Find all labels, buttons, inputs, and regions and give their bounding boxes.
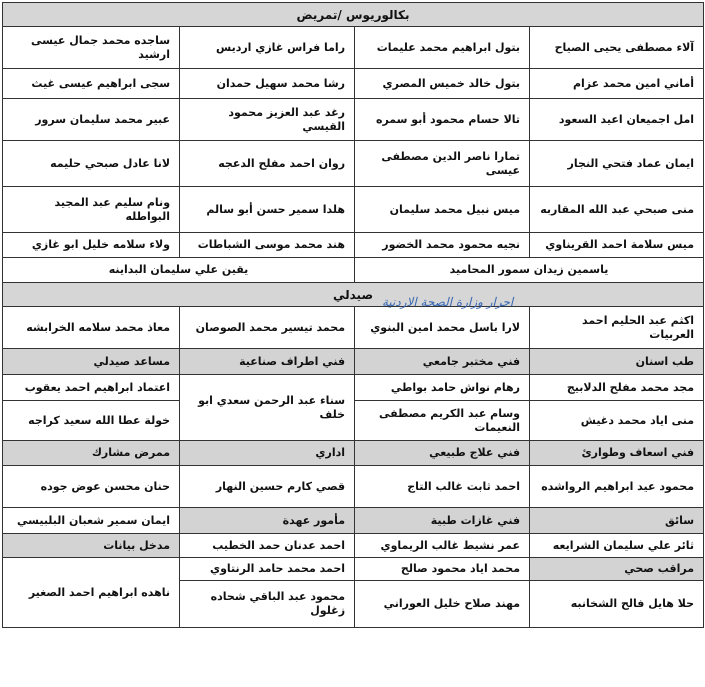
name-cell: خولة عطا الله سعيد كراجه bbox=[3, 401, 180, 441]
category-label: سائق bbox=[530, 508, 704, 534]
table-row bbox=[3, 99, 704, 141]
category-label: مأمور عهدة bbox=[180, 508, 355, 534]
section-header-pharmacist bbox=[3, 283, 704, 307]
category-header-row bbox=[3, 441, 704, 466]
name-cell: ولاء سلامه خليل ابو غازي bbox=[3, 233, 180, 258]
name-cell: ناهده ابراهيم احمد الصغير bbox=[3, 558, 180, 628]
name-cell: ميس سلامة احمد القريناوي bbox=[530, 233, 704, 258]
category-label: فني اسعاف وطوارئ bbox=[530, 441, 704, 466]
section-title: صيدلي bbox=[3, 283, 704, 307]
table-row bbox=[3, 27, 704, 69]
name-cell: احمد محمد حامد الرنتاوي bbox=[180, 558, 355, 581]
name-cell: اعتماد ابراهيم احمد يعقوب bbox=[3, 375, 180, 401]
name-cell: وسام عبد الكريم مصطفى النعيمات bbox=[355, 401, 530, 441]
name-cell: ايمان عماد فتحي النجار bbox=[530, 141, 704, 187]
name-cell: اكثم عبد الحليم احمد العربيات bbox=[530, 307, 704, 349]
name-cell: لارا باسل محمد امين البنوي bbox=[355, 307, 530, 349]
name-cell: ساجده محمد جمال عيسى ارشيد bbox=[3, 27, 180, 69]
name-cell: تالا حسام محمود أبو سمره bbox=[355, 99, 530, 141]
name-cell: راما فراس غازي ارديس bbox=[180, 27, 355, 69]
table-row bbox=[3, 307, 704, 349]
category-label: فني علاج طبيعي bbox=[355, 441, 530, 466]
name-cell: لانا عادل صبحي حليمه bbox=[3, 141, 180, 187]
name-cell: بتول ابراهيم محمد عليمات bbox=[355, 27, 530, 69]
name-cell: يقين علي سليمان البداينه bbox=[3, 258, 355, 283]
name-cell: عمر نشيط غالب الريماوي bbox=[355, 534, 530, 558]
name-cell: معاذ محمد سلامه الخرابشه bbox=[3, 307, 180, 349]
name-cell: سناء عبد الرحمن سعدي ابو خلف bbox=[180, 375, 355, 441]
name-cell: محمد تيسير محمد الصوصان bbox=[180, 307, 355, 349]
category-header-row bbox=[3, 508, 704, 534]
table-row bbox=[3, 187, 704, 233]
name-cell: ثائر علي سليمان الشرايعه bbox=[530, 534, 704, 558]
name-cell: منى اياد محمد دغيش bbox=[530, 401, 704, 441]
name-cell: أماني امين محمد عزام bbox=[530, 69, 704, 99]
name-cell: ميس نبيل محمد سليمان bbox=[355, 187, 530, 233]
name-cell: حنان محسن عوض جوده bbox=[3, 466, 180, 508]
name-cell: منى صبحي عبد الله المقاربه bbox=[530, 187, 704, 233]
name-cell: مهند صلاح خليل العوراني bbox=[355, 581, 530, 628]
category-label: ممرض مشارك bbox=[3, 441, 180, 466]
section-title: بكالوريوس /تمريض bbox=[3, 3, 704, 27]
name-cell: آلاء مصطفى يحيى الصياح bbox=[530, 27, 704, 69]
name-cell: روان احمد مفلح الدعجه bbox=[180, 141, 355, 187]
table-row bbox=[3, 558, 704, 581]
table-row bbox=[3, 375, 704, 401]
name-cell: قصي كارم حسين النهار bbox=[180, 466, 355, 508]
category-label: اداري bbox=[180, 441, 355, 466]
name-cell: هند محمد موسى الشباطات bbox=[180, 233, 355, 258]
section-header-nursing bbox=[3, 3, 704, 27]
names-table bbox=[2, 2, 704, 628]
name-cell: رشا محمد سهيل حمدان bbox=[180, 69, 355, 99]
table-row bbox=[3, 69, 704, 99]
name-cell: عبير محمد سليمان سرور bbox=[3, 99, 180, 141]
table-row bbox=[3, 466, 704, 508]
name-cell: سجى ابراهيم عيسى غيث bbox=[3, 69, 180, 99]
name-cell: امل اجميعان اعيد السعود bbox=[530, 99, 704, 141]
name-cell: ايمان سمير شعبان البلبيسي bbox=[3, 508, 180, 534]
name-cell: احمد عدنان حمد الخطيب bbox=[180, 534, 355, 558]
results-sheet bbox=[2, 2, 703, 685]
name-cell: ياسمين زيدان سمور المحاميد bbox=[355, 258, 704, 283]
name-cell: مجد محمد مفلح الدلابيج bbox=[530, 375, 704, 401]
category-label: مدخل بيانات bbox=[3, 534, 180, 558]
name-cell: رهام نواش حامد بواطي bbox=[355, 375, 530, 401]
category-label: فني اطراف صناعية bbox=[180, 349, 355, 375]
category-label: مساعد صيدلي bbox=[3, 349, 180, 375]
category-header-row bbox=[3, 349, 704, 375]
name-cell: هلدا سمير حسن أبو سالم bbox=[180, 187, 355, 233]
table-row bbox=[3, 141, 704, 187]
table-row bbox=[3, 534, 704, 558]
name-cell: محمد اياد محمود صالح bbox=[355, 558, 530, 581]
category-label: طب اسنان bbox=[530, 349, 704, 375]
name-cell: تمارا ناصر الدين مصطفى عيسى bbox=[355, 141, 530, 187]
name-cell: رغد عبد العزيز محمود القيسي bbox=[180, 99, 355, 141]
name-cell: بتول خالد خميس المصري bbox=[355, 69, 530, 99]
table-row bbox=[3, 233, 704, 258]
name-cell: نجيه محمود محمد الخضور bbox=[355, 233, 530, 258]
category-label: فني مختبر جامعي bbox=[355, 349, 530, 375]
name-cell: حلا هايل فالح الشخانبه bbox=[530, 581, 704, 628]
watermark: احرار وزارة الصحة الاردنية bbox=[382, 295, 514, 309]
name-cell: احمد ثابت غالب التاج bbox=[355, 466, 530, 508]
table-row bbox=[3, 258, 704, 283]
category-label: مراقب صحي bbox=[530, 558, 704, 581]
name-cell: محمود عبد الباقي شحاده زغلول bbox=[180, 581, 355, 628]
category-label: فني غازات طبية bbox=[355, 508, 530, 534]
name-cell: محمود عيد ابراهيم الرواشده bbox=[530, 466, 704, 508]
name-cell: ونام سليم عبد المجيد البواطله bbox=[3, 187, 180, 233]
